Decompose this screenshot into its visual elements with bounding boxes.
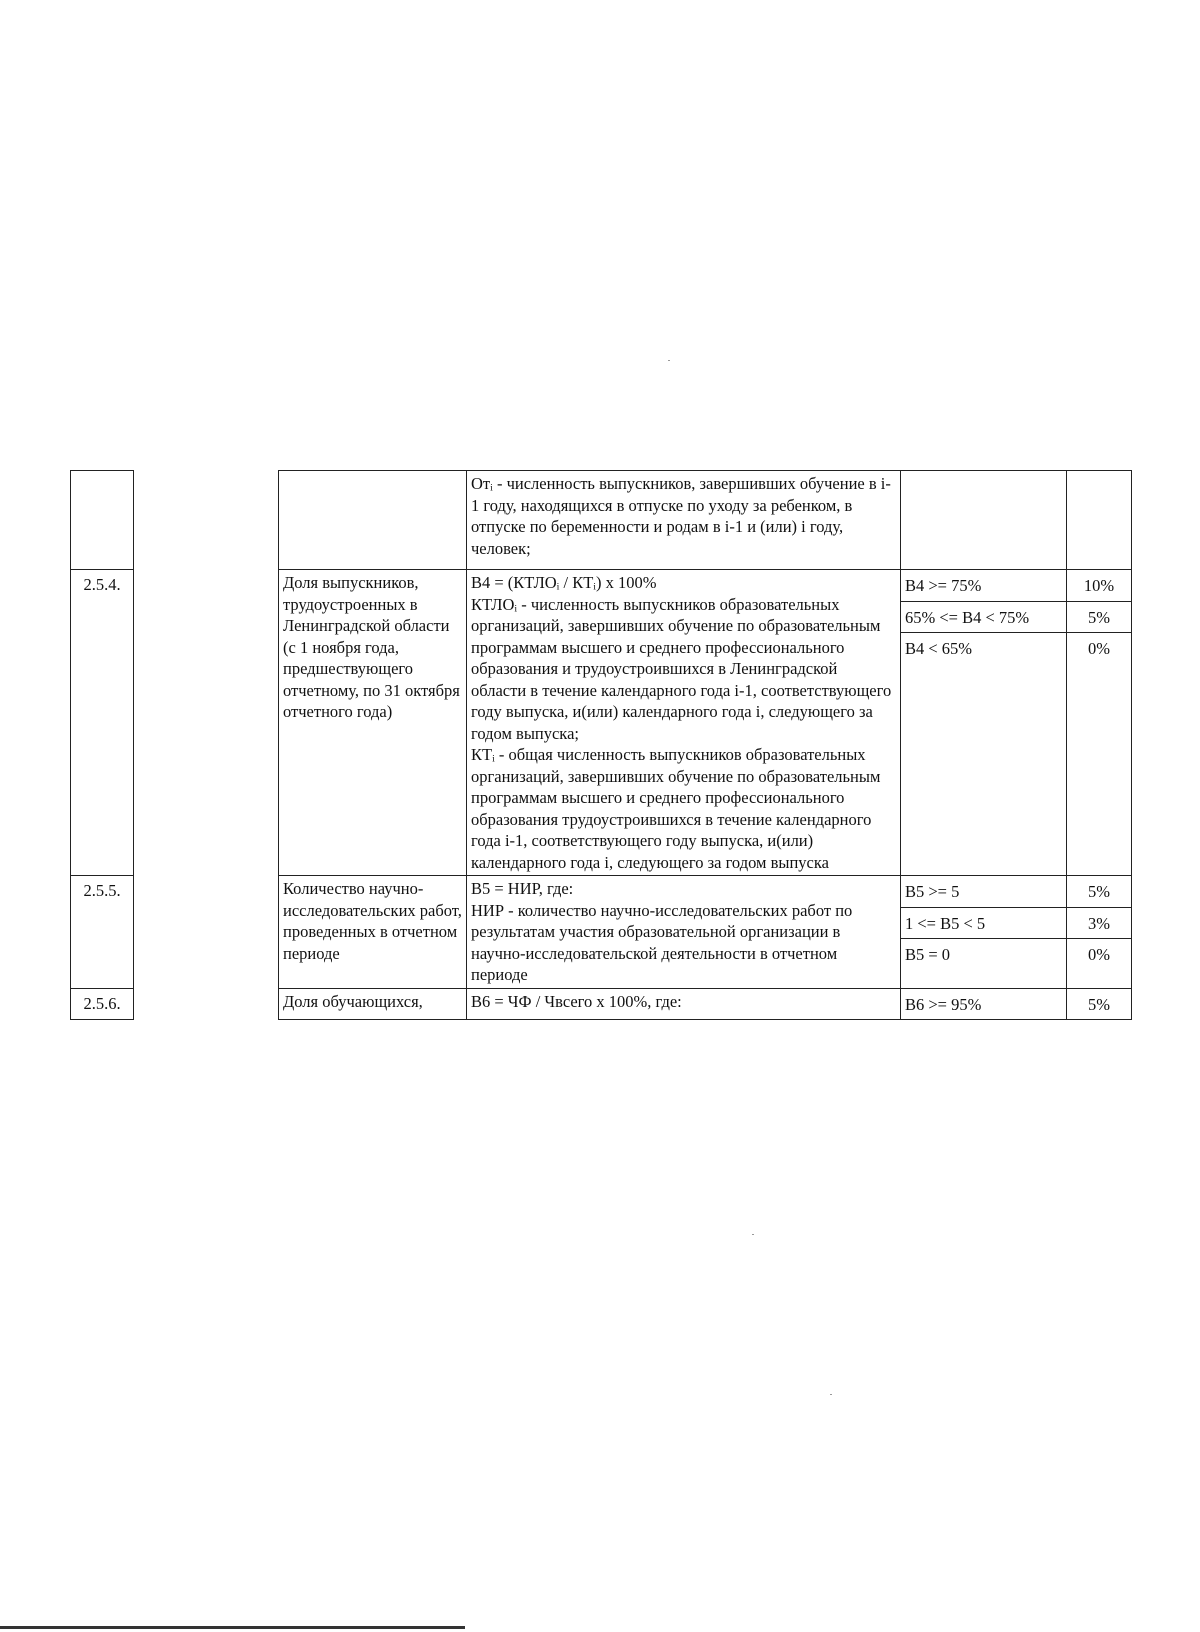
percent-item: 0% <box>1088 945 1110 964</box>
condition-cell <box>901 988 1067 1020</box>
table-row <box>71 876 1132 989</box>
condition-item: 1 <= В5 < 5 <box>901 908 1066 940</box>
empty-cell <box>134 570 279 876</box>
percent-cell <box>1067 471 1132 570</box>
indicator-name-cell <box>279 570 467 876</box>
formula-text: В6 = ЧФ / Чвсего х 100%, где: <box>471 991 682 1011</box>
empty-cell <box>134 876 279 989</box>
row-number: 2.5.6. <box>83 993 121 1013</box>
condition-cell <box>901 471 1067 570</box>
formula-text: В5 = НИР, где: НИР - количество научно-исследовательских работ по результатам участия образовательной организации в научно-исследовательской деятельности в отчетном периоде <box>471 879 853 984</box>
condition-item: В6 >= 95% <box>905 994 982 1014</box>
formula-cell <box>467 570 901 876</box>
table-row <box>71 471 1132 570</box>
indicator-name-cell <box>279 876 467 989</box>
indicator-name: Количество научно-исследовательских работ, проведенных в отчетном периоде <box>283 879 462 963</box>
empty-cell <box>134 988 279 1020</box>
condition-cell <box>901 570 1067 876</box>
formula-text: Отᵢ - численность выпускников, завершивших обучение в i-1 году, находящихся в отпуске по уходу за ребенком, в отпуске по беременности и родам в i-1 и (или) i году, человек; <box>471 474 891 558</box>
percent-cell <box>1067 988 1132 1020</box>
scan-artifact <box>752 1234 754 1235</box>
scan-artifact <box>668 360 670 361</box>
condition-item: В5 >= 5 <box>901 876 1066 908</box>
table-row <box>71 570 1132 876</box>
percent-item: 5% <box>1067 602 1131 634</box>
percent-item: 0% <box>1088 639 1110 658</box>
condition-item: В4 >= 75% <box>901 570 1066 602</box>
formula-cell <box>467 471 901 570</box>
percent-item: 10% <box>1067 570 1131 602</box>
scan-edge-line <box>0 1626 465 1629</box>
indicator-name: Доля обучающихся, <box>283 991 423 1011</box>
row-number-cell <box>71 471 134 570</box>
percent-item: 3% <box>1067 908 1131 940</box>
scan-artifact <box>830 1394 832 1395</box>
condition-item: В4 < 65% <box>905 639 973 658</box>
indicator-name: Доля выпускников, трудоустроенных в Ленинградской области (с 1 ноября года, предшествующего отчетному, по 31 октября отчетного года) <box>283 573 460 721</box>
formula-text: В4 = (КТЛОᵢ / КТᵢ) х 100% КТЛОᵢ - численность выпускников образовательных организаций, завершивших обучение по образовательным программам высшего и среднего профессионального образования и трудоустроившихся в Ленинградской области в течение календарного года i-1, соответствующего году выпуска, и(или) календарного года i, следующего за годом выпуска; КТᵢ - общая численность выпускников образовательных организаций, завершивших обучение по образовательным программам высшего и среднего профессионального образования трудоустроившихся в течение календарного года i-1, соответствующего году выпуска, и(или) календарного года i, следующего за годом выпуска <box>471 573 892 872</box>
row-number-cell <box>71 988 134 1020</box>
formula-cell <box>467 988 901 1020</box>
condition-item: 65% <= В4 < 75% <box>901 602 1066 634</box>
condition-item: В5 = 0 <box>905 945 951 964</box>
percent-item: 5% <box>1067 876 1131 908</box>
condition-cell <box>901 876 1067 989</box>
percent-cell <box>1067 876 1132 989</box>
percent-cell <box>1067 570 1132 876</box>
table-row <box>71 988 1132 1020</box>
criteria-table <box>70 470 1132 1020</box>
indicator-name-cell <box>279 471 467 570</box>
row-number: 2.5.5. <box>83 881 121 900</box>
indicator-name-cell <box>279 988 467 1020</box>
empty-cell <box>134 471 279 570</box>
row-number: 2.5.4. <box>83 575 121 594</box>
formula-cell <box>467 876 901 989</box>
percent-item: 5% <box>1088 994 1110 1014</box>
row-number-cell <box>71 570 134 876</box>
row-number-cell <box>71 876 134 989</box>
